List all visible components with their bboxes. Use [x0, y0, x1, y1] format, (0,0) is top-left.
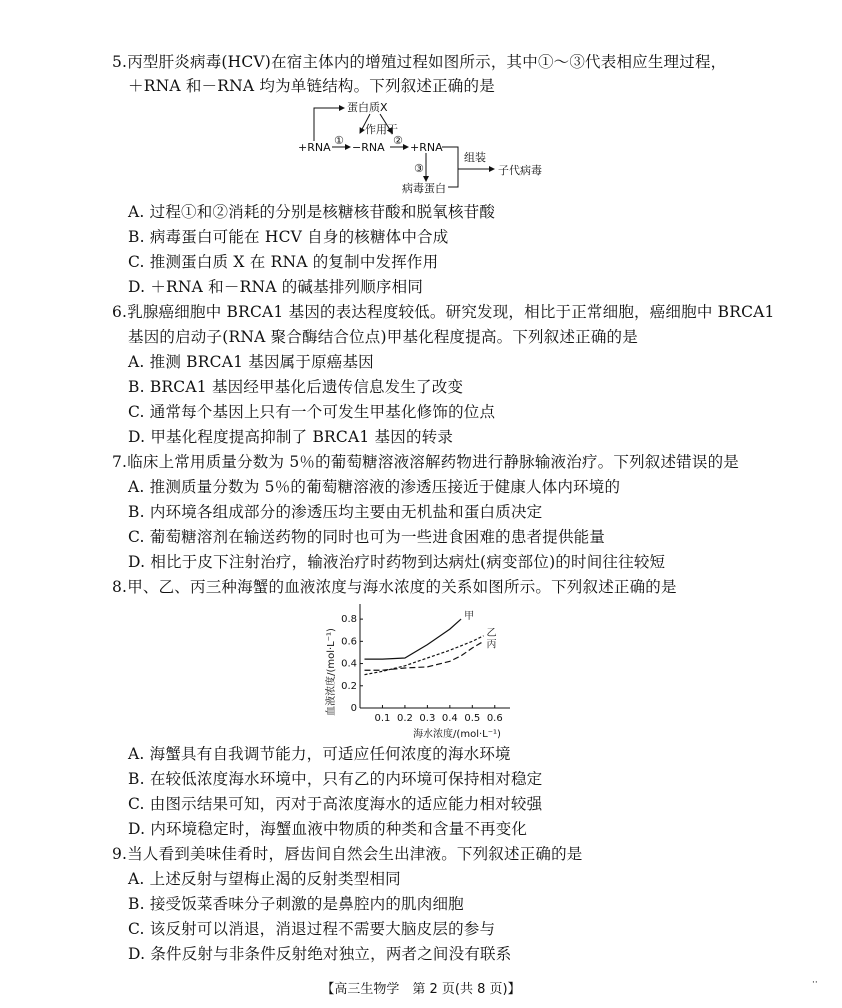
chart-y-tick-label: 0.2: [341, 680, 357, 692]
q6-option-c: C. 通常每个基因上只有一个可发生甲基化修饰的位点: [128, 403, 496, 421]
q7-option-c: C. 葡萄糖溶剂在输送药物的同时也可为一些进食困难的患者提供能量: [128, 528, 606, 546]
chart-x-tick-label: 0.3: [419, 713, 436, 724]
chart-x-tick-label: 0.2: [396, 713, 413, 724]
series-jia-line: [364, 619, 461, 659]
q9-option-c: C. 该反射可以消退，消退过程不需要大脑皮层的参与: [128, 920, 496, 938]
chart-x-axis-label: 海水浓度/(mol·L⁻¹): [413, 729, 501, 740]
blood-vs-seawater-chart: [322, 604, 512, 742]
q7-stem-line1: 7.临床上常用质量分数为 5％的葡萄糖溶液溶解药物进行静脉输液治疗。下列叙述错误的是: [112, 453, 739, 471]
q5-option-c: C. 推测蛋白质 X 在 RNA 的复制中发挥作用: [128, 253, 439, 271]
q7-option-a: A. 推测质量分数为 5％的葡萄糖溶液的渗透压接近于健康人体内环境的: [128, 478, 621, 496]
q7-option-d: D. 相比于皮下注射治疗，输液治疗时药物到达病灶(病变部位)的时间往往较短: [128, 553, 666, 571]
q9-option-d: D. 条件反射与非条件反射绝对独立，两者之间没有联系: [128, 945, 512, 963]
chart-y-tick-label: 0: [350, 703, 357, 714]
chart-y-axis-label: 血液浓度/(mol·L⁻¹): [326, 628, 337, 716]
page-footer: 【高三生物学 第 2 页(共 8 页)】: [321, 982, 521, 997]
q9-stem-line1: 9.当人看到美味佳肴时，唇齿间自然会生出津液。下列叙述正确的是: [112, 845, 583, 863]
protein-x-label: 蛋白质X: [347, 101, 388, 114]
chart-x-tick-label: 0.6: [486, 713, 503, 724]
corner-mark: ··: [812, 978, 818, 988]
chart-y-tick-label: 0.4: [341, 658, 357, 670]
q8-option-a: A. 海蟹具有自我调节能力，可适应任何浓度的海水环境: [128, 745, 511, 763]
q6-option-a: A. 推测 BRCA1 基因属于原癌基因: [128, 353, 374, 371]
q6-option-b: B. BRCA1 基因经甲基化后遗传信息发生了改变: [128, 378, 464, 396]
q7-option-b: B. 内环境各组成部分的渗透压均主要由无机盐和蛋白质决定: [128, 503, 543, 521]
q6-option-d: D. 甲基化程度提高抑制了 BRCA1 基因的转录: [128, 428, 454, 446]
step3-label: ③: [414, 162, 424, 175]
plus-rna-left-label: +RNA: [298, 141, 331, 154]
chart-y-tick-label: 0.8: [341, 614, 357, 626]
q5-option-b: B. 病毒蛋白可能在 HCV 自身的核糖体中合成: [128, 228, 449, 246]
diagram-arrows: [314, 108, 494, 187]
q8-option-b: B. 在较低浓度海水环境中，只有乙的内环境可保持相对稳定: [128, 770, 543, 788]
q9-option-b: B. 接受饭菜香味分子刺激的是鼻腔内的肌肉细胞: [128, 895, 464, 913]
chart-x-tick-label: 0.1: [374, 713, 391, 724]
q5-option-a: A. 过程①和②消耗的分别是核糖核苷酸和脱氧核苷酸: [128, 203, 496, 221]
series-label: 甲: [464, 611, 475, 623]
assemble-label: 组装: [464, 151, 486, 164]
q8-option-d: D. 内环境稳定时，海蟹血液中物质的种类和含量不再变化: [128, 820, 528, 838]
q6-stem-line2: 基因的启动子(RNA 聚合酶结合位点)甲基化程度提高。下列叙述正确的是: [128, 328, 638, 346]
q8-stem-line1: 8.甲、乙、丙三种海蟹的血液浓度与海水浓度的关系如图所示。下列叙述正确的是: [112, 578, 677, 596]
series-label: 丙: [486, 639, 497, 651]
hcv-replication-diagram: [292, 95, 562, 200]
chart-y-tick-label: 0.6: [341, 636, 357, 648]
q8-option-c: C. 由图示结果可知，丙对于高浓度海水的适应能力相对较强: [128, 795, 543, 813]
q5-stem-line2: ＋RNA 和－RNA 均为单链结构。下列叙述正确的是: [128, 77, 495, 95]
q9-option-a: A. 上述反射与望梅止渴的反射类型相同: [128, 870, 401, 888]
step1-label: ①: [334, 134, 344, 147]
q6-stem-line1: 6.乳腺癌细胞中 BRCA1 基因的表达程度较低。研究发现，相比于正常细胞，癌细胞中 BRCA1: [112, 303, 775, 321]
series-yi-line: [364, 636, 483, 675]
series-bing-line: [364, 641, 483, 670]
step2-label: ②: [393, 134, 403, 147]
acts-on-label: 作用于: [365, 123, 398, 136]
minus-rna-label: −RNA: [352, 141, 385, 154]
chart-x-tick-label: 0.4: [441, 713, 458, 724]
virus-protein-label: 病毒蛋白: [402, 182, 446, 195]
plus-rna-right-label: +RNA: [410, 141, 443, 154]
q5-option-d: D. ＋RNA 和－RNA 的碱基排列顺序相同: [128, 278, 424, 296]
offspring-virus-label: 子代病毒: [498, 164, 542, 177]
q5-stem-line1: 5.丙型肝炎病毒(HCV)在宿主体内的增殖过程如图所示，其中①～③代表相应生理过程，: [112, 53, 727, 71]
series-label: 乙: [486, 627, 497, 639]
chart-x-tick-label: 0.5: [464, 713, 481, 724]
